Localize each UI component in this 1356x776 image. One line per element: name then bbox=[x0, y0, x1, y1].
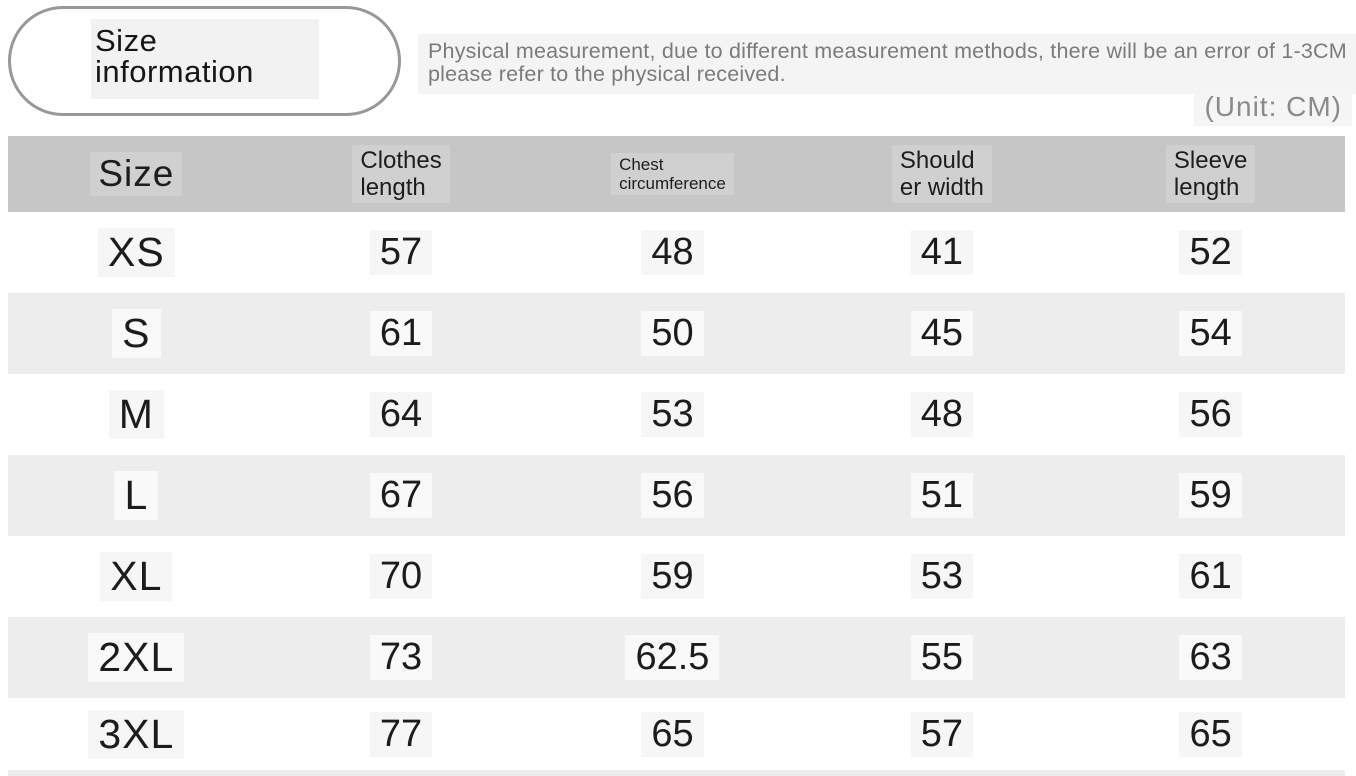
table-row bbox=[8, 698, 1345, 770]
chest-circumference-cell: 48 bbox=[537, 212, 807, 293]
sleeve-length-cell: 54 bbox=[1076, 293, 1345, 374]
size-cell: XL bbox=[8, 536, 265, 617]
shoulder-width-cell: 45 bbox=[808, 293, 1077, 374]
header-label: er width bbox=[899, 174, 984, 201]
clothes-length-cell: 57 bbox=[265, 212, 538, 293]
size-cell: M bbox=[8, 374, 265, 455]
chest-circumference-cell: 62.5 bbox=[537, 617, 807, 698]
size-cell: 3XL bbox=[8, 698, 265, 770]
chest-circumference-cell: 59 bbox=[537, 536, 807, 617]
shoulder-width-cell: 55 bbox=[808, 617, 1077, 698]
header-cell-sleeve-length bbox=[1076, 136, 1345, 212]
table-row bbox=[8, 212, 1345, 293]
sleeve-length-cell: 59 bbox=[1076, 455, 1345, 536]
table-row bbox=[8, 536, 1345, 617]
table-row bbox=[8, 293, 1345, 374]
clothes-length-cell: 70 bbox=[265, 536, 538, 617]
size-information-badge bbox=[8, 6, 401, 116]
header-cell-clothes-length bbox=[265, 136, 538, 212]
header-label: circumference bbox=[619, 174, 726, 193]
header-label: Size bbox=[98, 153, 175, 194]
shoulder-width-cell: 53 bbox=[808, 536, 1077, 617]
chest-circumference-cell: 56 bbox=[537, 455, 807, 536]
measurement-note-line2: please refer to the physical received. bbox=[428, 62, 786, 86]
clothes-length-cell: 73 bbox=[265, 617, 538, 698]
size-table bbox=[8, 136, 1345, 776]
measurement-note bbox=[418, 34, 1356, 94]
badge-title-line2: information bbox=[95, 54, 254, 89]
table-header-row bbox=[8, 136, 1345, 212]
sleeve-length-cell: 61 bbox=[1076, 536, 1345, 617]
next-row-clipped-strip bbox=[8, 770, 1345, 776]
measurement-note-line1: Physical measurement, due to different measurement methods, there will be an error of 1-3CM bbox=[428, 39, 1347, 63]
clothes-length-cell: 61 bbox=[265, 293, 538, 374]
shoulder-width-cell: 48 bbox=[808, 374, 1077, 455]
unit-label: (Unit: CM) bbox=[1194, 88, 1352, 126]
chest-circumference-cell: 53 bbox=[537, 374, 807, 455]
header-cell-shoulder-width bbox=[808, 136, 1077, 212]
table-row bbox=[8, 455, 1345, 536]
header-label: Chest bbox=[619, 155, 664, 174]
sleeve-length-cell: 63 bbox=[1076, 617, 1345, 698]
table-row bbox=[8, 617, 1345, 698]
header-cell-size bbox=[8, 136, 265, 212]
badge-title-line1: Size bbox=[95, 23, 158, 58]
badge-title bbox=[95, 25, 254, 87]
shoulder-width-cell: 57 bbox=[808, 698, 1077, 770]
chest-circumference-cell: 65 bbox=[537, 698, 807, 770]
sleeve-length-cell: 65 bbox=[1076, 698, 1345, 770]
header-label: length bbox=[1173, 174, 1240, 201]
chest-circumference-cell: 50 bbox=[537, 293, 807, 374]
clothes-length-cell: 67 bbox=[265, 455, 538, 536]
header-label: Sleeve bbox=[1173, 147, 1248, 174]
header-label: length bbox=[360, 174, 426, 201]
size-cell: XS bbox=[8, 212, 265, 293]
size-cell: S bbox=[8, 293, 265, 374]
size-cell: L bbox=[8, 455, 265, 536]
table-row bbox=[8, 374, 1345, 455]
header-label: Should bbox=[899, 147, 975, 174]
shoulder-width-cell: 51 bbox=[808, 455, 1077, 536]
clothes-length-cell: 64 bbox=[265, 374, 538, 455]
clothes-length-cell: 77 bbox=[265, 698, 538, 770]
shoulder-width-cell: 41 bbox=[808, 212, 1077, 293]
header-cell-chest-circumference bbox=[537, 136, 807, 212]
sleeve-length-cell: 56 bbox=[1076, 374, 1345, 455]
header-label: Clothes bbox=[360, 147, 442, 174]
size-cell: 2XL bbox=[8, 617, 265, 698]
sleeve-length-cell: 52 bbox=[1076, 212, 1345, 293]
